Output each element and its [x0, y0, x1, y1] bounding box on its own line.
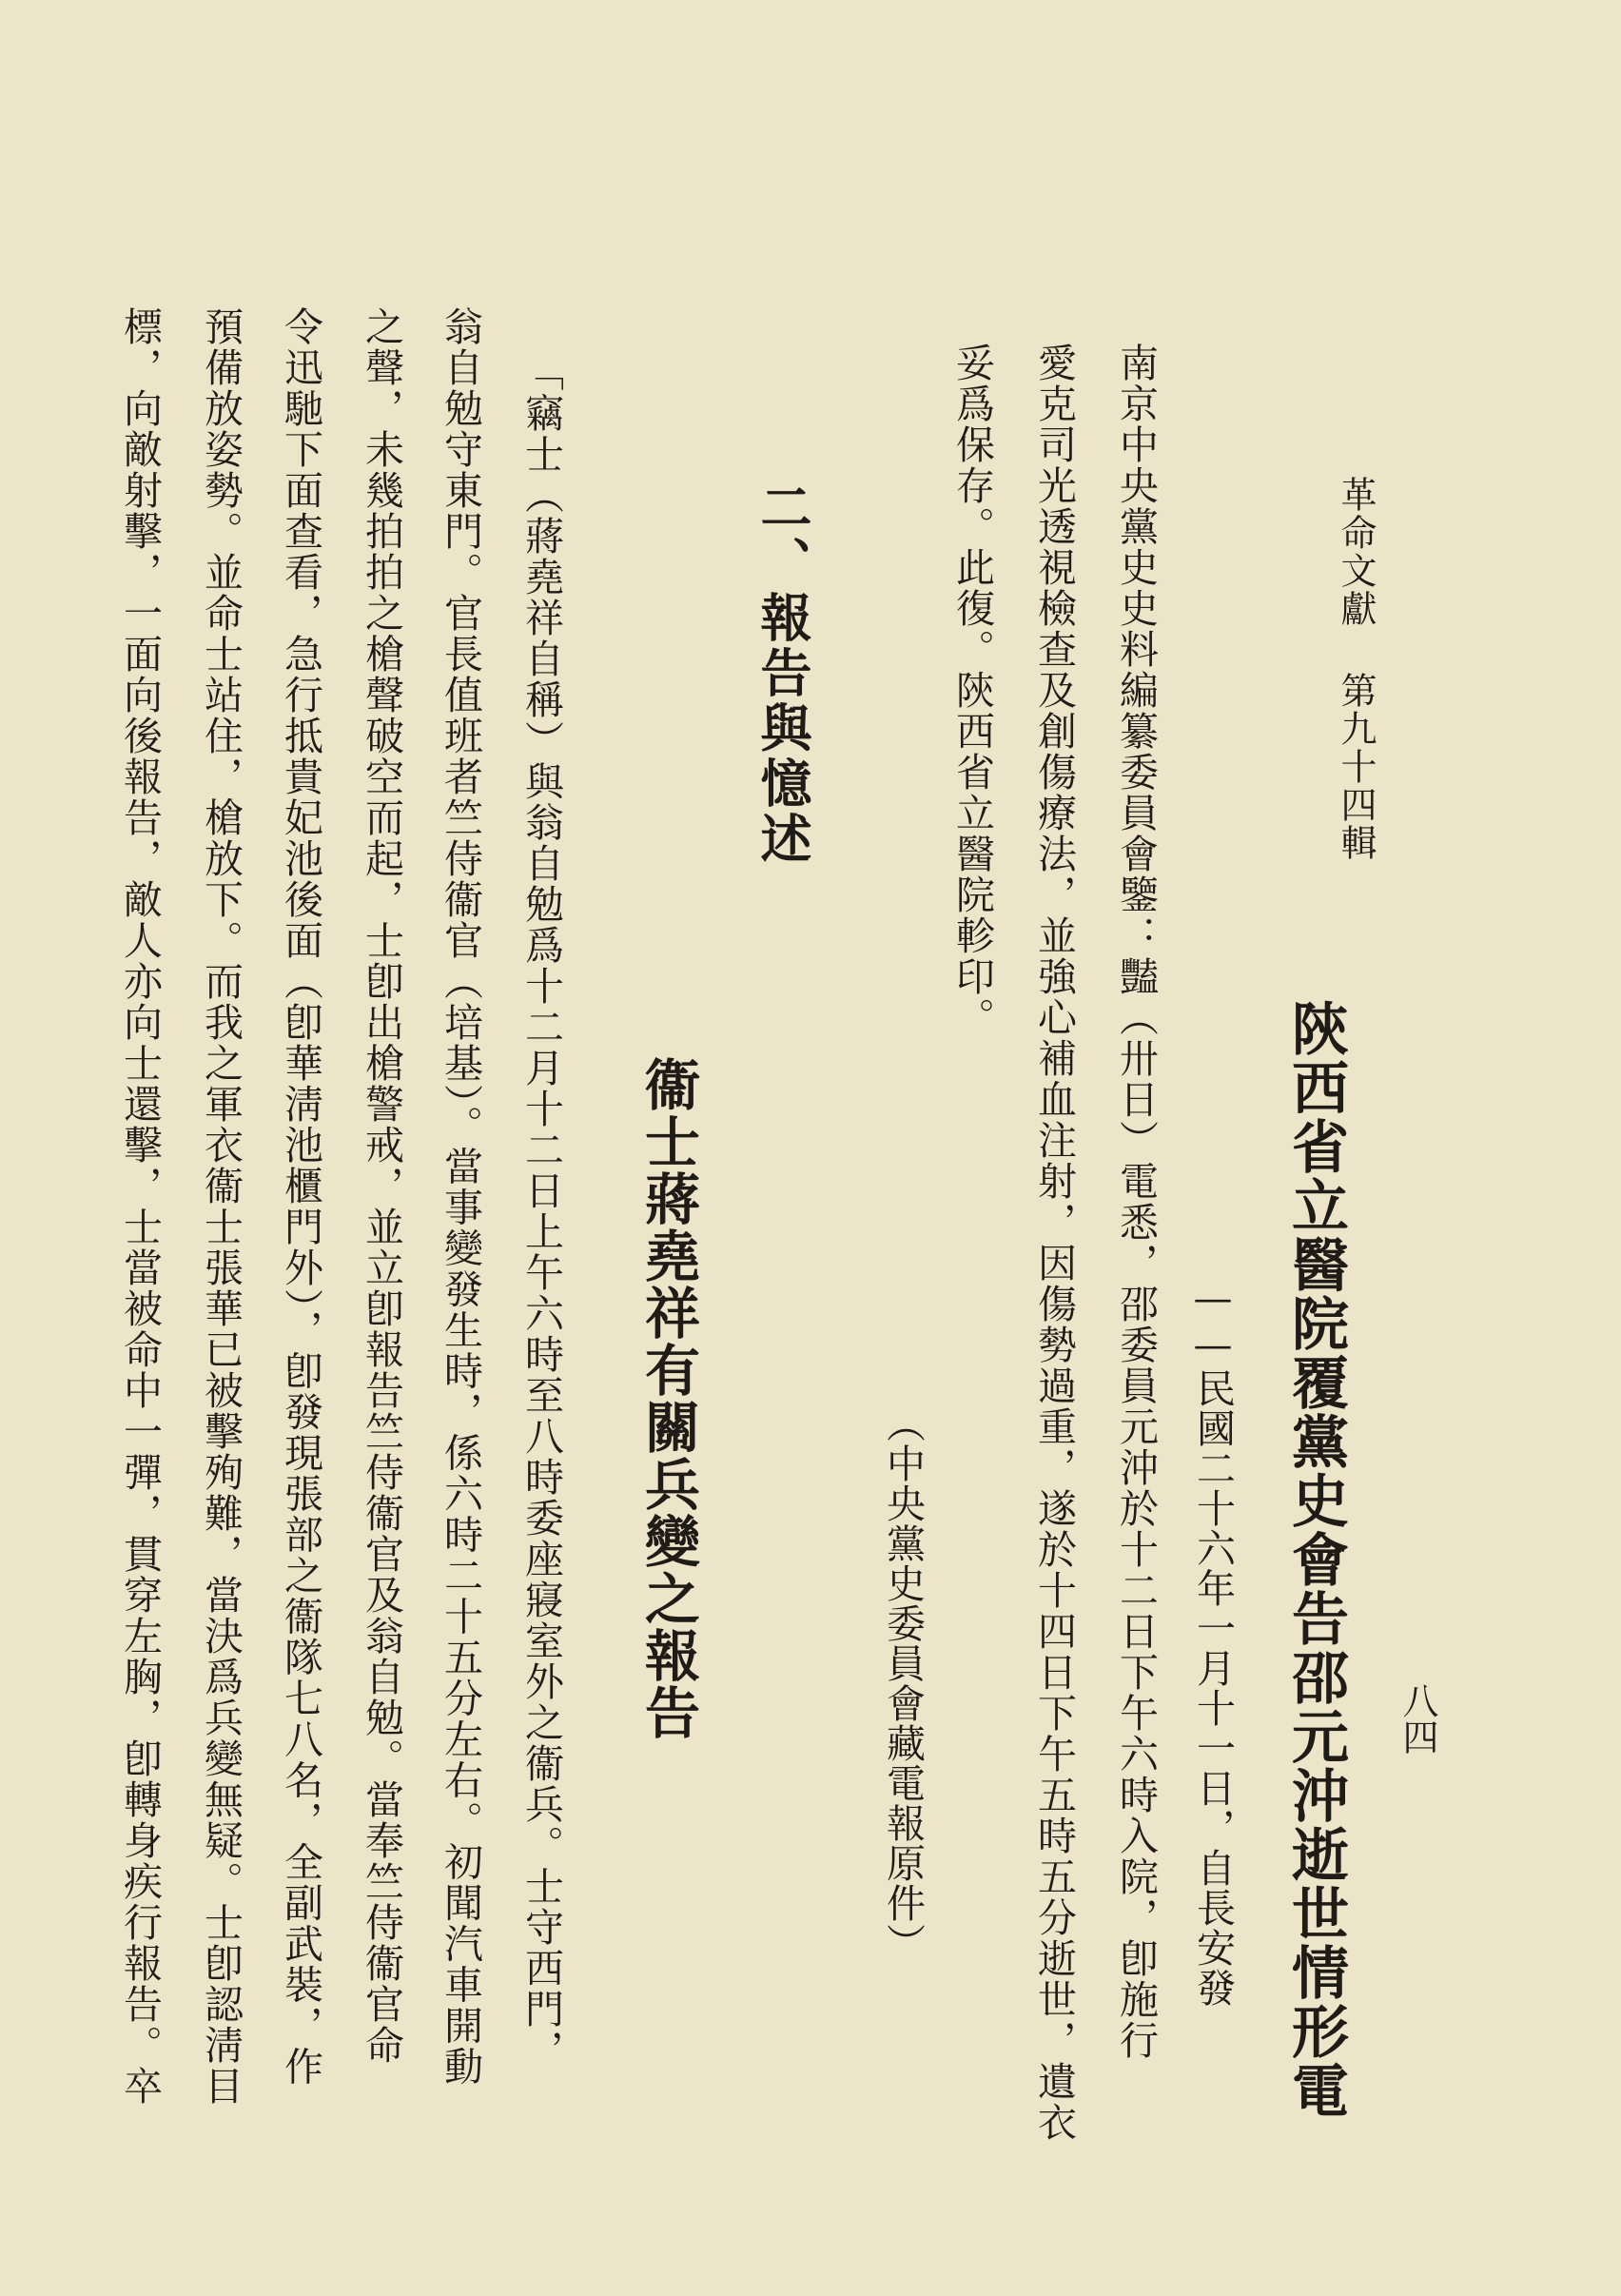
report-body-line: 「竊士（蔣堯祥自稱）與翁自勉爲十二月十二日上午六時至八時委座寢室外之衞兵。士守西門， [518, 352, 564, 2070]
telegram-body-line: 妥爲保存。此復。陝西省立醫院軫印。 [949, 343, 995, 1038]
report-body-line: 之聲，未幾拍拍之槍聲破空而起，士卽出槍警戒，並立卽報告竺侍衞官及翁自勉。當奉竺侍衞官命 [359, 306, 404, 2066]
page-number: 八四 [1396, 1682, 1438, 1755]
telegram-dateline: ——民國二十六年一月十一日，自長安發 [1190, 1275, 1236, 2008]
report-body-line: 標，向敵射擊，一面向後報告，敵人亦向士還擊，士當被命中一彈，貫穿左胸，卽轉身疾行報告。卒 [117, 306, 163, 2107]
book-title: 革命文獻 第九十四輯 [1335, 476, 1377, 862]
telegram-body-line: 南京中央黨史史料編纂委員會鑒：豔（卅日）電悉，邵委員元沖於十二日下午六時入院，卽施行 [1113, 343, 1159, 2061]
report-body-line: 翁自勉守東門。官長值班者竺侍衞官（培基）。當事變發生時，係六時二十五分左右。初聞汽車開動 [438, 306, 483, 2088]
report-body-line: 預備放姿勢。並命士站住，槍放下。而我之軍衣衞士張華已被擊殉難，當決爲兵變無疑。士卽認淸目 [198, 306, 244, 2107]
source-note: （中央黨史委員會藏電報原件） [880, 1403, 926, 1963]
telegram-title: 陝西省立醫院覆黨史會告邵元沖逝世情形電 [1282, 999, 1349, 2120]
section-heading: 二、報告與憶述 [752, 481, 813, 867]
telegram-body-line: 愛克司光透視檢查及創傷療法，並強心補血注射，因傷勢過重，遂於十四日下午五時五分逝世，遺衣 [1031, 343, 1077, 2143]
report-body-line: 令迅馳下面查看，急行抵貴妃池後面（卽華淸池櫃門外），卽發現張部之衞隊七八名，全副武裝，作 [278, 306, 323, 2088]
report-title: 衞士蔣堯祥有關兵變之報告 [635, 1056, 700, 1741]
